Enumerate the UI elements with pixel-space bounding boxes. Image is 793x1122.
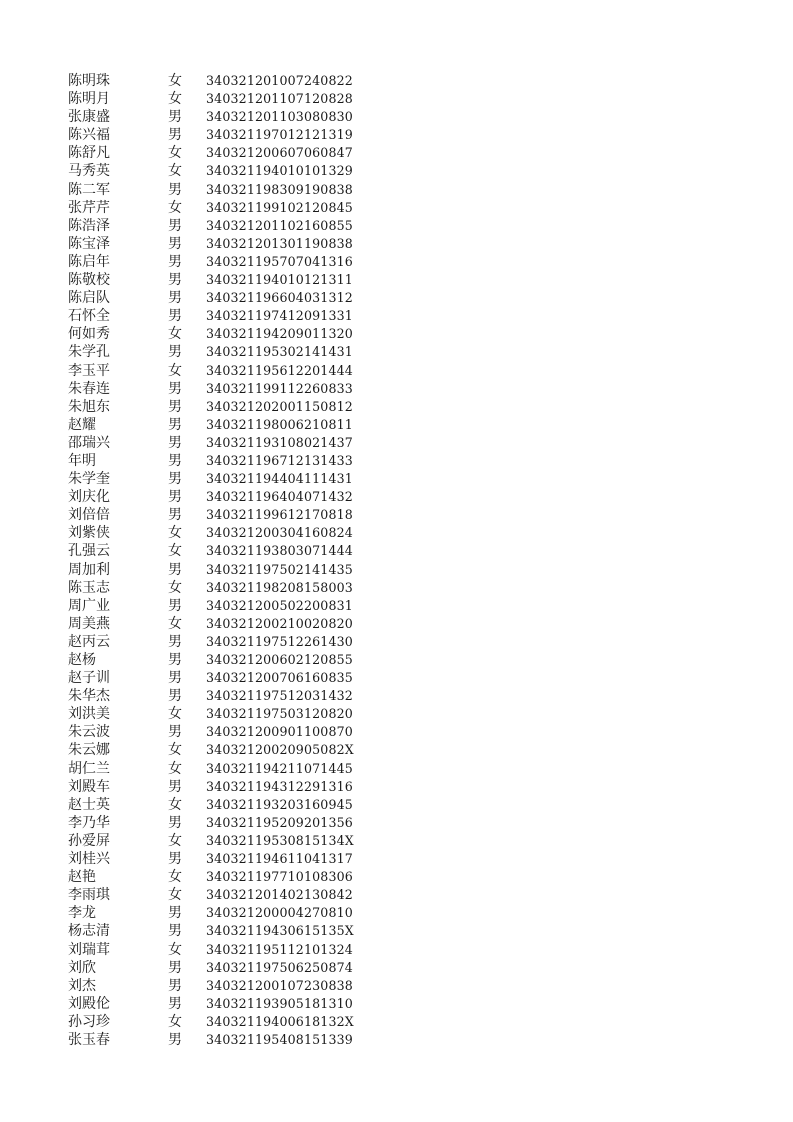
person-name: 刘桂兴 [68,851,110,868]
person-id-number: 340321200706160835 [206,670,353,686]
person-name: 周美燕 [68,615,110,632]
roster-row [68,181,368,199]
roster-row [68,343,368,361]
person-sex: 男 [168,127,182,144]
person-name: 朱春连 [68,380,110,397]
roster-row [68,1031,368,1049]
roster-row [68,633,368,651]
roster-row [68,307,368,325]
person-sex: 女 [168,579,182,596]
roster-row [68,922,368,940]
roster-row [68,741,368,759]
roster-row [68,778,368,796]
person-sex: 男 [168,398,182,415]
person-sex: 男 [168,217,182,234]
person-name: 杨志清 [68,923,110,940]
person-id-number: 34032119430615135X [206,923,354,939]
person-sex: 男 [168,814,182,831]
person-id-number: 340321197506250874 [206,959,353,975]
person-name: 刘紫侠 [68,525,110,542]
roster-row [68,108,368,126]
person-sex: 女 [168,706,182,723]
person-name: 刘殿伦 [68,995,110,1012]
person-id-number: 340321200107230838 [206,977,353,993]
person-sex: 女 [168,73,182,89]
person-name: 赵杨 [68,652,96,668]
person-id-number: 340321202001150812 [206,398,353,414]
person-name: 年明 [68,452,96,469]
person-id-number: 340321195209201356 [206,814,353,830]
person-id-number: 340321200602120855 [206,652,353,667]
person-sex: 男 [168,977,182,994]
person-name: 刘洪美 [68,706,110,723]
person-name: 陈浩泽 [68,217,110,234]
roster-row [68,126,368,144]
roster-row [68,561,368,579]
person-name: 朱云娜 [68,742,110,759]
person-name: 朱云波 [68,724,110,741]
person-sex: 男 [168,923,182,940]
person-name: 马秀英 [68,163,110,180]
person-name: 孔强云 [68,543,110,560]
person-sex: 女 [168,145,182,162]
person-name: 周广业 [68,597,110,614]
person-id-number: 340321194010101329 [206,163,353,179]
person-sex: 男 [168,724,182,741]
person-sex: 女 [168,832,182,849]
person-sex: 男 [168,290,182,307]
person-id-number: 340321196604031312 [206,290,353,306]
person-name: 李玉平 [68,362,110,379]
person-name: 张玉春 [68,1031,110,1048]
person-name: 刘欣 [68,959,96,976]
person-sex: 男 [168,253,182,270]
roster-row [68,886,368,904]
roster-row [68,72,368,90]
person-id-number: 340321201103080830 [206,109,353,125]
roster-row [68,434,368,452]
person-id-number: 340321198208158003 [206,579,353,595]
person-sex: 男 [168,778,182,795]
person-name: 陈宝泽 [68,235,110,252]
person-sex: 女 [168,742,182,759]
person-name: 朱华杰 [68,688,110,705]
person-id-number: 340321201402130842 [206,887,353,903]
roster-row [68,579,368,597]
person-name: 孙习珍 [68,1013,110,1030]
person-id-number: 340321193905181310 [206,995,353,1011]
person-id-number: 340321196404071432 [206,489,353,505]
roster-row [68,542,368,560]
person-sex: 女 [168,543,182,560]
person-name: 陈兴福 [68,127,110,144]
person-name: 赵耀 [68,416,96,433]
person-sex: 男 [168,507,182,524]
person-id-number: 340321200607060847 [206,145,353,161]
person-id-number: 340321197503120820 [206,706,353,722]
person-id-number: 340321193108021437 [206,434,353,450]
roster-row [68,253,368,271]
person-id-number: 340321198309190838 [206,181,353,197]
person-name: 何如秀 [68,326,110,343]
person-id-number: 340321195302141431 [206,344,353,360]
person-sex: 男 [168,434,182,451]
person-id-number: 340321194209011320 [206,326,353,342]
person-id-number: 340321197412091331 [206,308,353,324]
roster-row [68,977,368,995]
person-id-number: 340321197512261430 [206,633,353,649]
person-id-number: 340321196712131433 [206,452,353,468]
person-sex: 男 [168,344,182,361]
roster-row [68,162,368,180]
roster-row [68,199,368,217]
person-id-number: 340321199102120845 [206,199,353,215]
roster-row [68,452,368,470]
person-name: 李雨琪 [68,887,110,904]
roster-list [68,72,368,1049]
roster-row [68,959,368,977]
person-name: 张康盛 [68,109,110,126]
roster-row [68,488,368,506]
person-name: 陈舒凡 [68,145,110,162]
person-sex: 男 [168,1031,182,1048]
person-name: 刘殿车 [68,778,110,795]
roster-row [68,289,368,307]
person-name: 陈二军 [68,181,110,198]
person-sex: 女 [168,525,182,542]
person-sex: 女 [168,199,182,216]
person-sex: 男 [168,670,182,687]
person-id-number: 340321201107120828 [206,91,353,107]
roster-row [68,398,368,416]
person-name: 赵子训 [68,670,110,687]
person-sex: 男 [168,272,182,289]
roster-row [68,217,368,235]
person-sex: 女 [168,91,182,108]
person-id-number: 340321194312291316 [206,778,353,794]
person-sex: 男 [168,959,182,976]
person-sex: 男 [168,851,182,868]
person-sex: 男 [168,995,182,1012]
person-id-number: 340321199112260833 [206,380,353,396]
roster-row [68,235,368,253]
person-id-number: 340321200304160824 [206,525,353,541]
person-id-number: 340321194010121311 [206,272,353,288]
roster-row [68,868,368,886]
person-name: 赵丙云 [68,633,110,650]
person-sex: 男 [168,308,182,325]
roster-row [68,796,368,814]
roster-row [68,470,368,488]
person-id-number: 34032119530815134X [206,832,354,848]
person-name: 刘瑞茸 [68,941,110,958]
person-sex: 男 [168,181,182,198]
person-sex: 女 [168,326,182,343]
roster-row [68,90,368,108]
person-sex: 男 [168,471,182,488]
person-id-number: 340321195612201444 [206,362,353,378]
person-id-number: 340321199612170818 [206,507,353,523]
roster-row [68,362,368,380]
person-sex: 女 [168,941,182,958]
person-name: 赵艳 [68,869,96,886]
roster-row [68,995,368,1013]
roster-row [68,325,368,343]
person-id-number: 340321193203160945 [206,796,353,812]
roster-row [68,416,368,434]
person-sex: 男 [168,416,182,433]
person-name: 陈明珠 [68,73,110,89]
person-sex: 女 [168,869,182,886]
roster-row [68,904,368,922]
person-sex: 女 [168,887,182,904]
person-sex: 女 [168,362,182,379]
roster-row [68,687,368,705]
person-sex: 女 [168,760,182,777]
person-id-number: 340321198006210811 [206,416,353,432]
person-id-number: 340321201007240822 [206,73,353,88]
roster-row [68,651,368,669]
person-name: 陈明月 [68,91,110,108]
person-id-number: 340321197512031432 [206,688,353,704]
person-id-number: 340321201102160855 [206,217,353,233]
person-name: 刘庆化 [68,489,110,506]
person-name: 朱学孔 [68,344,110,361]
person-sex: 女 [168,796,182,813]
roster-row [68,705,368,723]
person-id-number: 340321195408151339 [206,1031,353,1047]
person-sex: 男 [168,688,182,705]
person-id-number: 340321200210020820 [206,615,353,631]
person-id-number: 34032120020905082X [206,742,354,758]
person-sex: 男 [168,235,182,252]
person-id-number: 34032119400618132X [206,1013,354,1029]
roster-row [68,524,368,542]
roster-row [68,941,368,959]
roster-row [68,1013,368,1031]
person-name: 张芹芹 [68,199,110,216]
person-id-number: 340321194611041317 [206,851,353,867]
person-id-number: 340321194404111431 [206,471,353,487]
person-sex: 男 [168,633,182,650]
person-id-number: 340321195707041316 [206,253,353,269]
person-sex: 女 [168,1013,182,1030]
person-name: 陈敬校 [68,272,110,289]
person-id-number: 340321200502200831 [206,597,353,613]
roster-row [68,850,368,868]
person-name: 刘倍倍 [68,507,110,524]
person-sex: 男 [168,561,182,578]
person-name: 朱学奎 [68,471,110,488]
person-sex: 女 [168,163,182,180]
roster-row [68,669,368,687]
person-name: 朱旭东 [68,398,110,415]
person-sex: 男 [168,597,182,614]
person-sex: 男 [168,452,182,469]
person-name: 赵士英 [68,796,110,813]
roster-row [68,380,368,398]
roster-row [68,615,368,633]
roster-row [68,723,368,741]
person-name: 胡仁兰 [68,760,110,777]
person-name: 陈启队 [68,290,110,307]
roster-row [68,760,368,778]
person-sex: 男 [168,489,182,506]
person-id-number: 340321197502141435 [206,561,353,577]
person-sex: 男 [168,905,182,922]
person-name: 刘杰 [68,977,96,994]
roster-row [68,506,368,524]
person-id-number: 340321194211071445 [206,760,353,776]
person-name: 周加利 [68,561,110,578]
person-name: 陈启年 [68,253,110,270]
person-sex: 女 [168,615,182,632]
person-sex: 男 [168,380,182,397]
roster-row [68,814,368,832]
person-sex: 男 [168,652,182,668]
person-name: 邵瑞兴 [68,434,110,451]
roster-row [68,597,368,615]
roster-row [68,832,368,850]
person-name: 石怀全 [68,308,110,325]
person-id-number: 340321200901100870 [206,724,353,740]
person-name: 李乃华 [68,814,110,831]
person-name: 陈玉志 [68,579,110,596]
person-id-number: 340321197012121319 [206,127,353,143]
person-id-number: 340321195112101324 [206,941,353,957]
person-sex: 男 [168,109,182,126]
person-id-number: 340321193803071444 [206,543,353,559]
person-id-number: 340321201301190838 [206,235,353,251]
roster-row [68,271,368,289]
person-id-number: 340321197710108306 [206,869,353,885]
roster-row [68,144,368,162]
person-name: 李龙 [68,905,96,922]
person-id-number: 340321200004270810 [206,905,353,921]
person-name: 孙爱屏 [68,832,110,849]
